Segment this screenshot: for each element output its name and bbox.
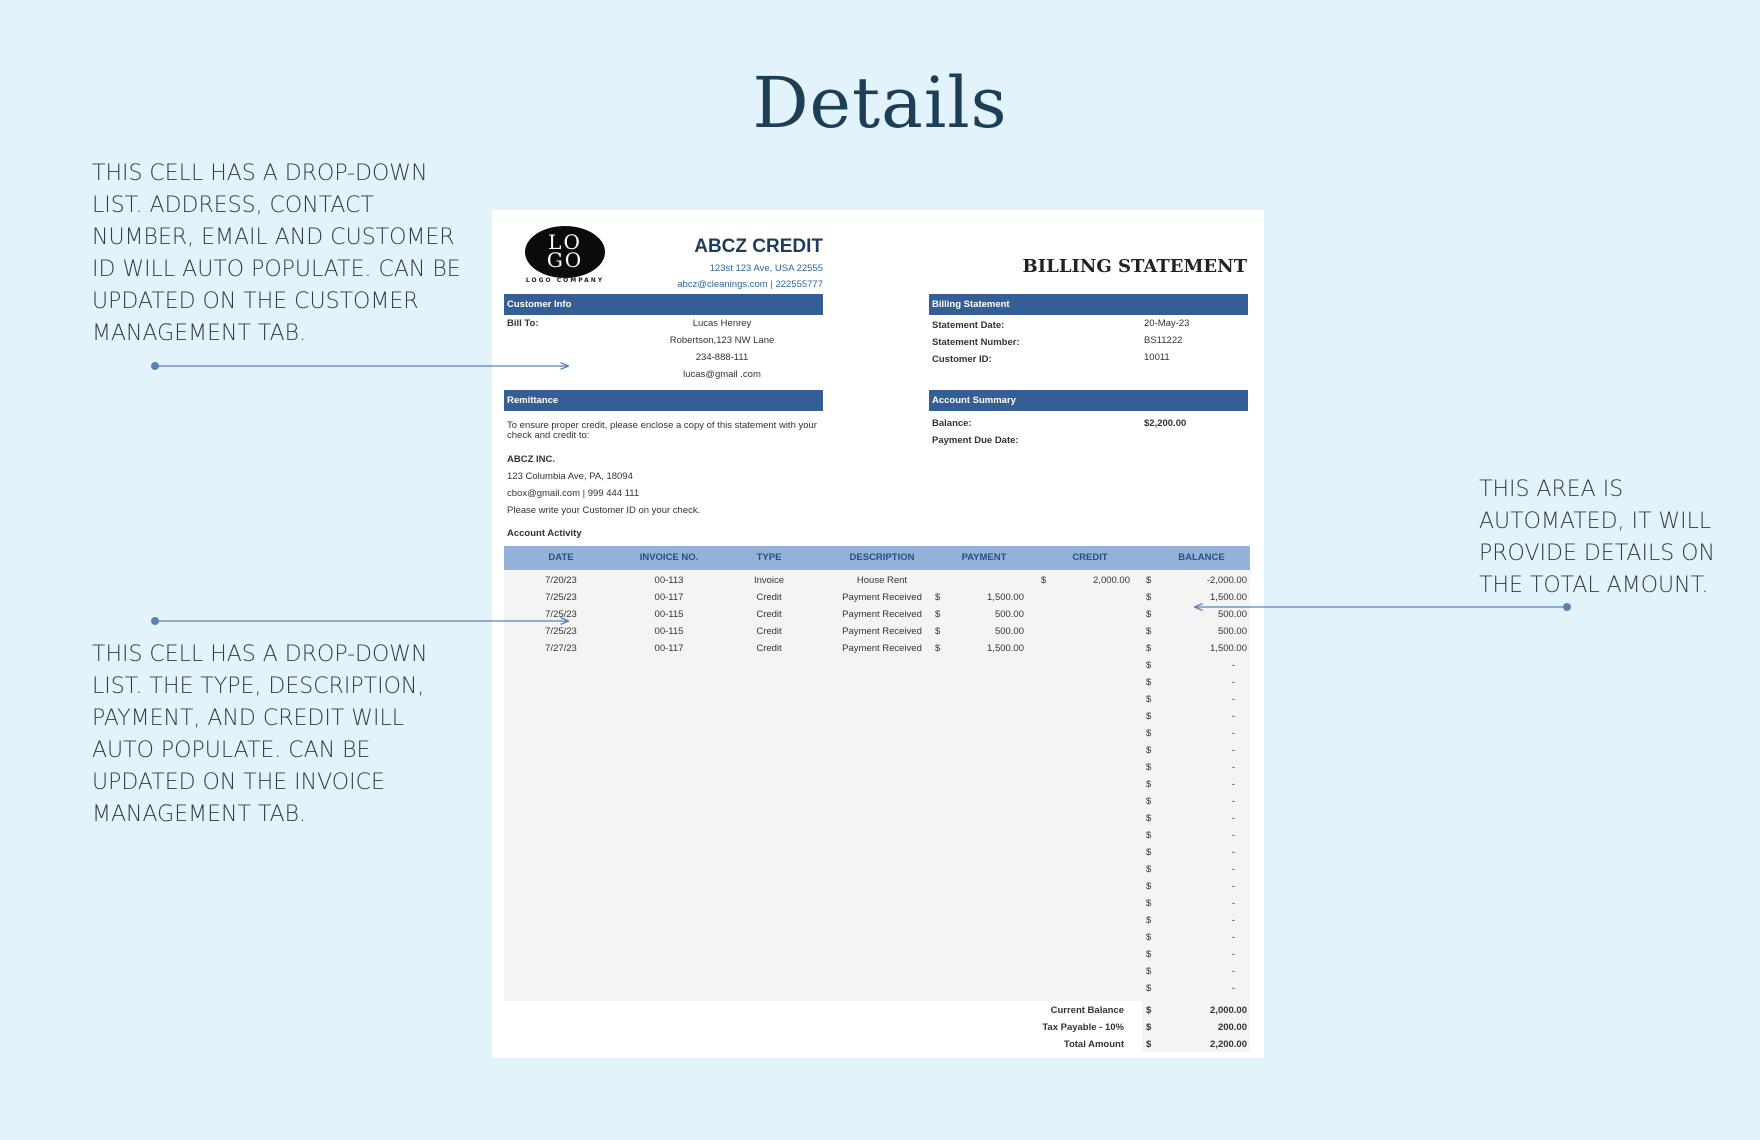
row-balance-currency: $: [1146, 847, 1152, 858]
row-type: Invoice: [753, 575, 785, 586]
row-balance-currency: $: [1146, 830, 1152, 841]
row-balance: -2,000.00: [1206, 575, 1247, 586]
row-balance-currency: $: [1146, 745, 1152, 756]
customer-id: 10011: [1144, 352, 1170, 363]
row-balance-empty: -: [1231, 932, 1235, 943]
row-balance-empty: -: [1231, 983, 1235, 994]
row-balance-currency: $: [1146, 694, 1152, 705]
totals-currency: $: [1146, 1022, 1152, 1033]
totals-value: 2,200.00: [1210, 1039, 1247, 1050]
row-balance-empty: -: [1231, 745, 1235, 756]
bill-to-label: Bill To:: [507, 318, 539, 329]
row-invoice-select[interactable]: 00-117: [654, 592, 684, 603]
row-payment-currency: $: [935, 609, 941, 620]
row-balance-currency: $: [1146, 796, 1152, 807]
balance-label: Balance:: [932, 418, 972, 429]
row-balance-currency: $: [1146, 643, 1152, 654]
row-invoice-select[interactable]: 00-115: [654, 626, 684, 637]
customer-address: Robertson,123 NW Lane: [669, 335, 775, 346]
row-balance: 500.00: [1217, 626, 1247, 637]
col-date: DATE: [548, 552, 574, 563]
customer-id-label: Customer ID:: [932, 354, 992, 365]
row-balance-currency: $: [1146, 983, 1152, 994]
row-balance-currency: $: [1146, 915, 1152, 926]
row-balance-empty: -: [1231, 711, 1235, 722]
row-balance-empty: -: [1231, 728, 1235, 739]
row-balance-empty: -: [1231, 864, 1235, 875]
totals-value: 2,000.00: [1210, 1005, 1247, 1016]
totals-currency: $: [1146, 1039, 1152, 1050]
totals-currency: $: [1146, 1005, 1152, 1016]
balance-value: $2,200.00: [1144, 418, 1187, 429]
row-description: Payment Received: [842, 643, 922, 654]
col-balance: BALANCE: [1178, 552, 1225, 563]
customer-name-select[interactable]: Lucas Henrey: [692, 318, 752, 329]
row-description: Payment Received: [842, 609, 922, 620]
row-type: Credit: [756, 643, 782, 654]
row-payment: 1,500.00: [987, 643, 1024, 654]
col-description: DESCRIPTION: [849, 552, 915, 563]
row-credit-currency: $: [1041, 575, 1047, 586]
remittance-contact: cbox@gmail.com | 999 444 111: [507, 488, 640, 499]
col-credit: CREDIT: [1072, 552, 1108, 563]
statement-date: 20-May-23: [1144, 318, 1190, 329]
logo-caption: LOGO COMPANY: [525, 277, 605, 284]
row-payment-currency: $: [935, 592, 941, 603]
row-invoice-select[interactable]: 00-117: [654, 643, 684, 654]
company-address: 123st 123 Ave, USA 22555: [709, 263, 823, 274]
row-date: 7/20/23: [545, 575, 577, 586]
row-balance-currency: $: [1146, 898, 1152, 909]
row-balance-currency: $: [1146, 575, 1152, 586]
statement-date-label: Statement Date:: [932, 320, 1005, 331]
arrow-invoice: [151, 617, 568, 625]
row-balance-currency: $: [1146, 592, 1152, 603]
arrow-automated: [1195, 603, 1571, 611]
logo-line-2: GO: [546, 248, 584, 272]
row-balance-empty: -: [1231, 779, 1235, 790]
totals-label: Tax Payable - 10%: [1042, 1022, 1124, 1033]
row-balance-empty: -: [1231, 847, 1235, 858]
invoice-dropdown-note: THIS CELL HAS A DROP-DOWN LIST. THE TYPE, DESCRIPTION, PAYMENT, AND CREDIT WILL AUTO POPULATE. CAN BE UPDATED ON THE INVOICE MANAGEMENT TAB.: [92, 642, 428, 827]
row-balance-empty: -: [1231, 949, 1235, 960]
company-contact: abcz@cleanings.com | 222555777: [677, 279, 823, 290]
company-name: ABCZ CREDIT: [694, 236, 823, 257]
row-balance-empty: -: [1231, 898, 1235, 909]
col-type: TYPE: [756, 552, 782, 563]
statement-title: BILLING STATEMENT: [1022, 256, 1247, 277]
row-description: Payment Received: [842, 626, 922, 637]
customer-dropdown-note: THIS CELL HAS A DROP-DOWN LIST. ADDRESS, CONTACT NUMBER, EMAIL AND CUSTOMER ID WILL AUTO POPULATE. CAN BE UPDATED ON THE CUSTOMER MANAGEMENT TAB.: [92, 161, 461, 346]
row-balance-empty: -: [1231, 762, 1235, 773]
row-balance-empty: -: [1231, 694, 1235, 705]
row-payment-currency: $: [935, 643, 941, 654]
row-description: House Rent: [856, 575, 908, 586]
row-balance-currency: $: [1146, 626, 1152, 637]
remittance-address: 123 Columbia Ave, PA, 18094: [507, 471, 633, 482]
row-balance-currency: $: [1146, 677, 1152, 688]
row-balance-currency: $: [1146, 864, 1152, 875]
row-date: 7/25/23: [545, 609, 577, 620]
row-balance-currency: $: [1146, 728, 1152, 739]
row-balance-empty: -: [1231, 677, 1235, 688]
arrow-customer: [151, 362, 568, 370]
automated-area-note: THIS AREA IS AUTOMATED, IT WILL PROVIDE DETAILS ON THE TOTAL AMOUNT.: [1479, 477, 1715, 598]
row-payment: 500.00: [994, 609, 1024, 620]
account-activity-title: Account Activity: [507, 528, 582, 539]
customer-info-header: Customer Info: [504, 294, 823, 315]
totals-value: 200.00: [1217, 1022, 1247, 1033]
totals-label: Total Amount: [1063, 1039, 1124, 1050]
row-date: 7/27/23: [545, 643, 577, 654]
row-balance-empty: -: [1231, 966, 1235, 977]
row-payment: 1,500.00: [987, 592, 1024, 603]
page-title: Details: [752, 62, 1008, 144]
row-balance-currency: $: [1146, 949, 1152, 960]
row-balance-currency: $: [1146, 762, 1152, 773]
statement-number-label: Statement Number:: [932, 337, 1020, 348]
row-balance-empty: -: [1231, 796, 1235, 807]
row-date: 7/25/23: [545, 626, 577, 637]
customer-email: lucas@gmail .com: [683, 369, 761, 380]
row-date: 7/25/23: [545, 592, 577, 603]
row-balance-currency: $: [1146, 881, 1152, 892]
col-payment: PAYMENT: [961, 552, 1007, 563]
row-type: Credit: [756, 592, 782, 603]
row-balance-currency: $: [1146, 779, 1152, 790]
row-credit: 2,000.00: [1093, 575, 1130, 586]
row-balance-empty: -: [1231, 660, 1235, 671]
row-invoice-select[interactable]: 00-113: [654, 575, 684, 586]
row-payment: 500.00: [994, 626, 1024, 637]
row-payment-currency: $: [935, 626, 941, 637]
row-balance-empty: -: [1231, 813, 1235, 824]
remittance-header: Remittance: [504, 390, 823, 411]
row-balance-empty: -: [1231, 830, 1235, 841]
account-summary-header: Account Summary: [929, 390, 1248, 411]
row-balance-currency: $: [1146, 932, 1152, 943]
row-invoice-select[interactable]: 00-115: [654, 609, 684, 620]
row-balance-empty: -: [1231, 915, 1235, 926]
remittance-note: Please write your Customer ID on your check.: [507, 505, 701, 516]
statement-number: BS11222: [1144, 335, 1183, 346]
col-invoice: INVOICE NO.: [639, 552, 699, 563]
row-balance-empty: -: [1231, 881, 1235, 892]
row-balance: 1,500.00: [1210, 592, 1247, 603]
remittance-company: ABCZ INC.: [507, 454, 556, 465]
logo-line-1: LO: [548, 230, 582, 254]
row-balance: 1,500.00: [1210, 643, 1247, 654]
row-balance-currency: $: [1146, 711, 1152, 722]
remittance-intro: To ensure proper credit, please enclose a copy of this statement with your check and credit to:: [507, 420, 817, 441]
row-balance-currency: $: [1146, 966, 1152, 977]
payment-due-label: Payment Due Date:: [932, 435, 1019, 446]
customer-phone: 234-888-111: [695, 352, 749, 363]
totals-label: Current Balance: [1050, 1005, 1124, 1016]
billing-statement-header: Billing Statement: [929, 294, 1248, 315]
row-type: Credit: [756, 626, 782, 637]
row-type: Credit: [756, 609, 782, 620]
row-balance-currency: $: [1146, 660, 1152, 671]
row-balance: 500.00: [1217, 609, 1247, 620]
row-description: Payment Received: [842, 592, 922, 603]
row-balance-currency: $: [1146, 813, 1152, 824]
row-balance-currency: $: [1146, 609, 1152, 620]
